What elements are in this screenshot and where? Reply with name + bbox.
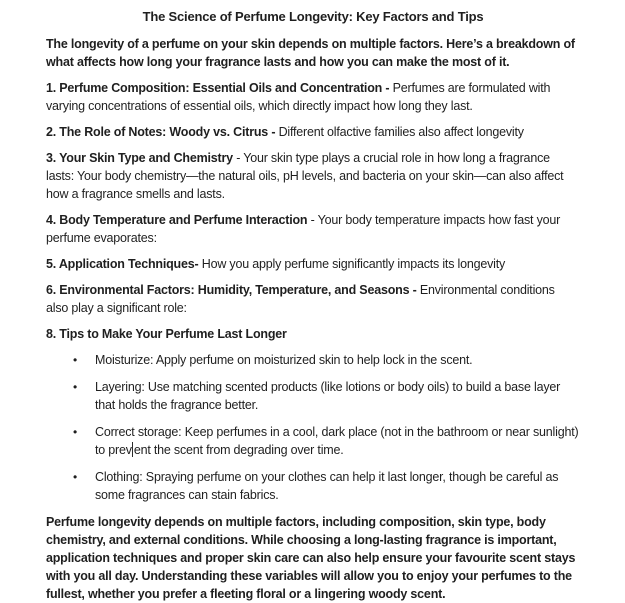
tips-heading: 8. Tips to Make Your Perfume Last Longer [46,327,287,341]
section-6-lead: 6. Environmental Factors: Humidity, Temperature, and Seasons - [46,283,417,297]
section-4-lead: 4. Body Temperature and Perfume Interaction [46,213,308,227]
list-item-correct-storage [46,423,580,459]
section-6-environmental-factors [46,281,580,317]
section-5-lead: 5. Application Techniques- [46,257,199,271]
list-item-text-after-caret: ent the scent from degrading over time. [133,443,344,457]
list-item-moisturize [46,351,580,369]
section-3-skin-type [46,149,580,203]
document-title: The Science of Perfume Longevity: Key Factors and Tips [142,9,484,24]
section-5-body: How you apply perfume significantly impacts its longevity [198,257,506,271]
list-item-text-before-caret: Correct storage: Keep perfumes in a cool, dark place (not in the bathroom or near sunlight) to prev [95,425,579,457]
list-item-layering [46,378,580,414]
section-3-lead: 3. Your Skin Type and Chemistry [46,151,233,165]
section-4-body-temperature [46,211,580,247]
list-item-text: Moisturize: Apply perfume on moisturized skin to help lock in the scent. [95,353,473,367]
section-6-body: Environmental conditions also play a significant role: [46,283,555,315]
bullet-icon: • [73,470,78,484]
section-2-body: Different olfactive families also affect longevity [275,125,524,139]
section-1-perfume-composition [46,79,580,115]
closing-paragraph: Perfume longevity depends on multiple factors, including composition, skin type, body chemistry, and external conditions. While choosing a long-lasting fragrance is important, application techniques and proper skin care can also help ensure your favourite scent stays with you all day. Understanding these variables will allow you to enjoy your perfumes to the fullest, whether you prefer a fleeting floral or a lingering woody scent. [46,515,576,601]
section-2-role-of-notes [46,123,580,141]
section-1-body: Perfumes are formulated with varying concentrations of essential oils, which directly impact how long they last. [46,81,551,113]
list-item-text: Clothing: Spraying perfume on your clothes can help it last longer, though be careful as some fragrances can stain fabrics. [95,470,559,502]
bullet-icon: • [73,380,78,394]
section-5-application-techniques [46,255,580,273]
list-item-text [95,423,580,459]
section-2-lead: 2. The Role of Notes: Woody vs. Citrus - [46,125,276,139]
section-1-lead: 1. Perfume Composition: Essential Oils and Concentration - [46,81,390,95]
section-4-body: - Your body temperature impacts how fast your perfume evaporates: [46,213,561,245]
bullet-icon: • [73,425,78,439]
section-3-body: - Your skin type plays a crucial role in how long a fragrance lasts: Your body chemistry—the natural oils, pH levels, and bacteria on your skin—can also affect how a fragrance smells and lasts. [46,151,564,201]
intro-paragraph: The longevity of a perfume on your skin depends on multiple factors. Here’s a breakdown of what affects how long your fragrance lasts and how you can make the most of it. [46,37,575,69]
list-item-clothing [46,468,580,504]
tips-list [46,351,580,504]
bullet-icon: • [73,353,78,367]
list-item-text: Layering: Use matching scented products (like lotions or body oils) to build a base layer that holds the fragrance better. [95,380,561,412]
